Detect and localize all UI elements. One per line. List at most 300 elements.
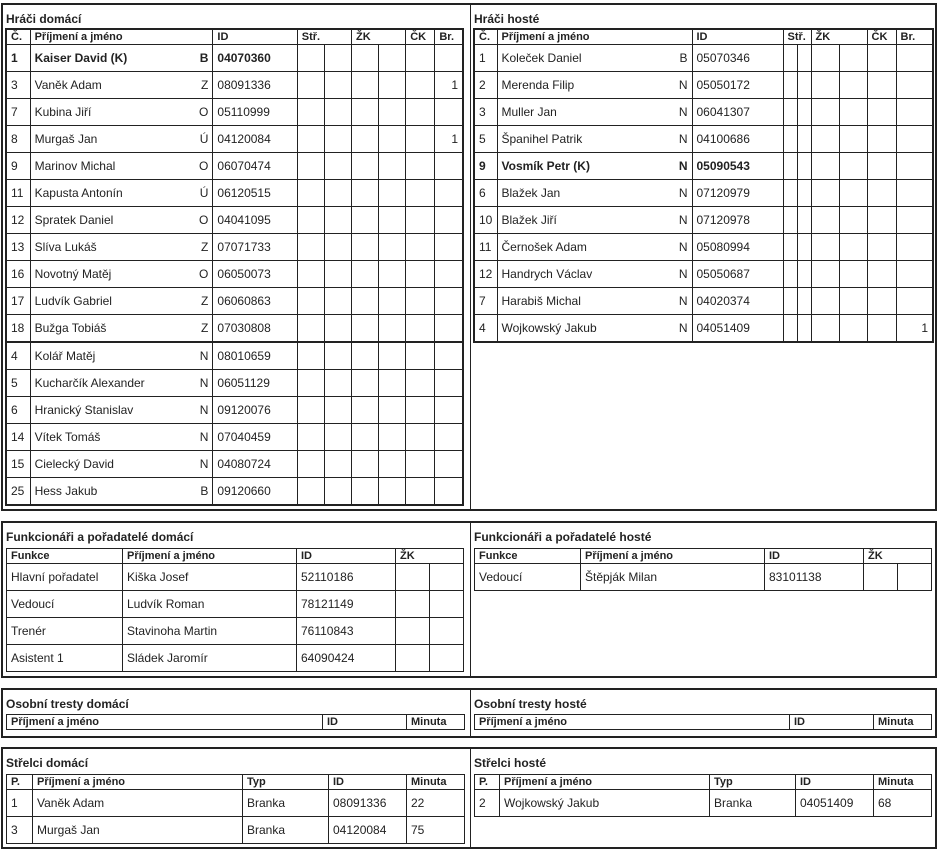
player-position: N [678,240,688,254]
yellow-card-cell [351,99,405,126]
goals-scored-cell [435,451,463,478]
scorer-minute: 22 [407,790,465,817]
yellow-card-cell [351,153,405,180]
player-name-cell [30,45,213,72]
player-name-cell [497,288,692,315]
player-name: Handrych Václav [501,267,593,281]
official-row [7,591,464,618]
goals-scored-cell [435,99,463,126]
player-name: Hranický Stanislav [34,403,134,417]
player-number: 11 [474,234,497,261]
player-id: 04041095 [213,207,297,234]
official-id: 52110186 [297,564,396,591]
player-number: 2 [474,72,497,99]
goals-cell [297,451,351,478]
yellow-card-cell [396,645,430,672]
player-name-cell [30,207,213,234]
player-row [474,207,933,234]
scorer-row [7,817,465,844]
red-card-cell [430,564,464,591]
player-row [474,126,933,153]
player-name: Murgaš Jan [34,132,98,146]
scorer-name: Vaněk Adam [33,790,243,817]
table-header-row [7,775,465,790]
player-row [6,370,463,397]
table-header-row [6,29,463,45]
player-position: Z [201,294,209,308]
red-card-cell [867,180,896,207]
player-position: Z [201,78,209,92]
goals-scored-cell [896,261,933,288]
yellow-card-cell [351,261,405,288]
header-name: Příjmení a jméno [7,715,323,730]
player-number: 14 [6,424,30,451]
red-card-cell [867,234,896,261]
goals-cell [783,207,811,234]
player-name-cell [30,126,213,153]
goals-scored-cell [435,234,463,261]
player-name-cell [30,397,213,424]
player-name-cell [30,180,213,207]
player-row [6,451,463,478]
red-card-cell [406,99,435,126]
away-players-panel [474,12,539,26]
player-id: 05070346 [692,45,783,72]
player-name-cell [30,288,213,315]
official-name: Ludvík Roman [123,591,297,618]
header-yellow-card: ŽK [811,29,867,45]
player-position: B [679,51,688,65]
player-row [474,72,933,99]
player-number: 9 [6,153,30,180]
player-number: 6 [474,180,497,207]
goals-cell [297,261,351,288]
goals-scored-cell [896,288,933,315]
player-row [6,261,463,288]
player-id: 06051129 [213,370,297,397]
red-card-cell [867,315,896,343]
home-penalties-panel [6,697,129,711]
player-position: O [199,105,209,119]
player-row [474,288,933,315]
red-card-cell [406,45,435,72]
scorer-type: Branka [710,790,796,817]
scorer-period: 2 [475,790,500,817]
goals-scored-cell [896,180,933,207]
away-officials-panel [474,530,651,544]
header-yellow-card: ŽK [396,549,464,564]
red-card-cell [430,618,464,645]
yellow-card-cell [811,288,867,315]
yellow-card-cell [811,99,867,126]
player-id: 07030808 [213,315,297,343]
player-id: 04070360 [213,45,297,72]
player-id: 04020374 [692,288,783,315]
player-name: Slíva Lukáš [34,240,97,254]
away-officials-table [474,548,932,591]
official-name: Sládek Jaromír [123,645,297,672]
scorer-type: Branka [243,790,329,817]
official-row [7,618,464,645]
goals-cell [297,342,351,370]
goals-scored-cell [435,478,463,506]
player-row [474,234,933,261]
player-number: 17 [6,288,30,315]
player-name-cell [30,478,213,506]
away-penalties-table [474,714,932,730]
yellow-card-cell [811,72,867,99]
official-row [7,645,464,672]
player-id: 05090543 [692,153,783,180]
player-name: Kubina Jiří [34,105,92,119]
player-number: 15 [6,451,30,478]
yellow-card-cell [351,126,405,153]
player-name: Cielecký David [34,457,114,471]
player-position: N [678,159,688,173]
header-name: Příjmení a jméno [30,29,213,45]
away-officials-body [475,564,932,591]
header-red-card: ČK [867,29,896,45]
header-id: ID [297,549,396,564]
player-row [6,207,463,234]
scorer-period: 1 [7,790,33,817]
yellow-card-cell [396,618,430,645]
player-position: N [678,105,688,119]
player-name-cell [497,180,692,207]
header-type: Typ [243,775,329,790]
home-players-panel [6,12,81,26]
scorer-type: Branka [243,817,329,844]
red-card-cell [406,370,435,397]
home-players-table [5,28,464,506]
player-name-cell [497,153,692,180]
goals-scored-cell [896,153,933,180]
player-id: 04100686 [692,126,783,153]
scorer-id: 04120084 [329,817,407,844]
player-position: N [678,132,688,146]
header-yellow-card: ŽK [351,29,405,45]
player-id: 06120515 [213,180,297,207]
player-row [6,342,463,370]
yellow-card-cell [351,288,405,315]
header-name: Příjmení a jméno [33,775,243,790]
official-name: Kiška Josef [123,564,297,591]
player-number: 13 [6,234,30,261]
goals-cell [297,180,351,207]
player-position: N [199,457,209,471]
player-number: 10 [474,207,497,234]
yellow-card-cell [811,315,867,343]
player-row [474,261,933,288]
player-number: 4 [474,315,497,343]
section-divider [470,523,471,676]
goals-cell [297,370,351,397]
away-penalties-panel [474,697,587,711]
player-number: 4 [6,342,30,370]
player-name-cell [497,261,692,288]
yellow-card-cell [864,564,898,591]
player-row [474,153,933,180]
home-players-body [6,45,463,506]
player-id: 06050073 [213,261,297,288]
goals-scored-cell [896,207,933,234]
header-id: ID [765,549,864,564]
player-id: 06070474 [213,153,297,180]
yellow-card-cell [351,370,405,397]
goals-scored-cell [435,342,463,370]
player-name-cell [30,153,213,180]
player-row [6,397,463,424]
player-name: Wojkowský Jakub [501,321,597,335]
home-penalties-title: Osobní tresty domácí [6,697,129,711]
player-position: N [678,78,688,92]
goals-scored-cell [435,424,463,451]
table-header-row [475,715,932,730]
table-header-row [475,549,932,564]
player-name-cell [497,126,692,153]
goals-scored-cell: 1 [435,72,463,99]
header-goals-scored: Br. [896,29,933,45]
header-type: Typ [710,775,796,790]
header-goals: Stř. [297,29,351,45]
scorer-row [7,790,465,817]
home-scorers-body [7,790,465,844]
player-name: Blažek Jan [501,186,561,200]
goals-cell [297,424,351,451]
goals-scored-cell [435,180,463,207]
away-scorers-body [475,790,932,817]
goals-cell [783,234,811,261]
goals-cell [297,45,351,72]
goals-cell [783,99,811,126]
player-id: 07071733 [213,234,297,261]
header-num: Č. [474,29,497,45]
home-officials-panel [6,530,193,544]
yellow-card-cell [396,564,430,591]
player-name: Vaněk Adam [34,78,102,92]
goals-scored-cell [435,288,463,315]
goals-scored-cell [435,45,463,72]
player-position: O [199,267,209,281]
penalties-section [1,688,937,738]
away-players-body [474,45,933,343]
player-name: Kolář Matěj [34,349,96,363]
yellow-card-cell [351,478,405,506]
goals-cell [297,288,351,315]
official-id: 76110843 [297,618,396,645]
home-officials-table [6,548,464,672]
official-id: 64090424 [297,645,396,672]
table-header-row [475,775,932,790]
player-id: 09120660 [213,478,297,506]
yellow-card-cell [351,397,405,424]
home-scorers-panel [6,756,88,770]
goals-cell [297,99,351,126]
player-position: N [199,403,209,417]
goals-scored-cell [896,72,933,99]
player-position: N [199,430,209,444]
header-num: Č. [6,29,30,45]
scorer-minute: 68 [874,790,932,817]
player-row [6,288,463,315]
away-scorers-table [474,774,932,817]
player-name-cell [497,207,692,234]
scorer-minute: 75 [407,817,465,844]
player-id: 06060863 [213,288,297,315]
away-scorers-title: Střelci hosté [474,756,547,770]
header-id: ID [692,29,783,45]
official-name: Štěpják Milan [581,564,765,591]
player-row [6,153,463,180]
goals-cell [783,153,811,180]
red-card-cell [867,99,896,126]
red-card-cell [406,451,435,478]
player-number: 12 [6,207,30,234]
player-id: 04120084 [213,126,297,153]
home-scorers-table [6,774,465,844]
header-goals: Stř. [783,29,811,45]
player-row [6,478,463,506]
player-name-cell [30,72,213,99]
goals-scored-cell [435,153,463,180]
player-name-cell [497,99,692,126]
goals-scored-cell [435,370,463,397]
player-name-cell [30,424,213,451]
goals-cell [297,234,351,261]
player-name: Hess Jakub [34,484,98,498]
header-name: Příjmení a jméno [123,549,297,564]
player-id: 08091336 [213,72,297,99]
goals-cell [297,153,351,180]
player-row [474,99,933,126]
goals-cell [297,72,351,99]
player-number: 12 [474,261,497,288]
goals-cell [297,126,351,153]
player-name: Muller Jan [501,105,557,119]
header-id: ID [790,715,874,730]
player-name-cell [497,234,692,261]
player-name: Vosmík Petr (K) [501,159,590,173]
yellow-card-cell [351,315,405,343]
player-name: Kapusta Antonín [34,186,123,200]
player-row [6,424,463,451]
header-yellow-card: ŽK [864,549,932,564]
player-number: 7 [474,288,497,315]
scorer-id: 08091336 [329,790,407,817]
yellow-card-cell [811,126,867,153]
home-officials-title: Funkcionáři a pořadatelé domácí [6,530,194,544]
player-number: 25 [6,478,30,506]
player-number: 7 [6,99,30,126]
official-row [475,564,932,591]
table-header-row [474,29,933,45]
player-id: 05080994 [692,234,783,261]
header-red-card: ČK [406,29,435,45]
red-card-cell [406,72,435,99]
player-position: Z [201,240,209,254]
player-name-cell [30,342,213,370]
header-name: Příjmení a jméno [500,775,710,790]
player-row [6,126,463,153]
player-name: Černošek Adam [501,240,587,254]
section-divider [470,5,471,509]
player-number: 11 [6,180,30,207]
red-card-cell [867,261,896,288]
scorer-name: Wojkowský Jakub [500,790,710,817]
goals-cell [297,478,351,506]
player-number: 9 [474,153,497,180]
official-role: Asistent 1 [7,645,123,672]
goals-scored-cell [896,126,933,153]
table-header-row [7,549,464,564]
player-position: N [199,376,209,390]
player-name: Blažek Jiří [501,213,557,227]
player-name: Kucharčík Alexander [34,376,145,390]
header-role: Funkce [7,549,123,564]
red-card-cell [406,424,435,451]
header-period: P. [7,775,33,790]
goals-cell [783,126,811,153]
away-officials-title: Funkcionáři a pořadatelé hosté [474,530,652,544]
goals-cell [297,397,351,424]
player-name-cell [497,315,692,343]
player-name: Vítek Tomáš [34,430,101,444]
official-name: Stavinoha Martin [123,618,297,645]
goals-cell [297,315,351,343]
player-position: N [678,267,688,281]
red-card-cell [867,126,896,153]
header-name: Příjmení a jméno [475,715,790,730]
goals-cell [783,72,811,99]
header-id: ID [796,775,874,790]
player-row [474,315,933,343]
goals-scored-cell [435,207,463,234]
goals-cell [783,261,811,288]
official-id: 78121149 [297,591,396,618]
player-row [474,45,933,72]
player-name-cell [30,261,213,288]
yellow-card-cell [351,45,405,72]
red-card-cell [898,564,932,591]
player-position: N [678,213,688,227]
player-name: Marinov Michal [34,159,116,173]
home-players-title: Hráči domácí [6,12,82,26]
yellow-card-cell [396,591,430,618]
official-role: Trenér [7,618,123,645]
goals-scored-cell [435,397,463,424]
red-card-cell [867,72,896,99]
player-position: B [199,51,209,65]
header-minute: Minuta [874,775,932,790]
header-name: Příjmení a jméno [581,549,765,564]
player-number: 6 [6,397,30,424]
player-number: 5 [6,370,30,397]
player-name-cell [497,72,692,99]
official-id: 83101138 [765,564,864,591]
header-name: Příjmení a jméno [497,29,692,45]
player-number: 16 [6,261,30,288]
player-name-cell [497,45,692,72]
red-card-cell [406,153,435,180]
goals-scored-cell [435,261,463,288]
player-number: 3 [474,99,497,126]
player-id: 07120978 [692,207,783,234]
goals-cell [783,288,811,315]
red-card-cell [406,342,435,370]
player-name: Harabiš Michal [501,294,581,308]
player-position: N [678,321,688,335]
player-id: 08010659 [213,342,297,370]
